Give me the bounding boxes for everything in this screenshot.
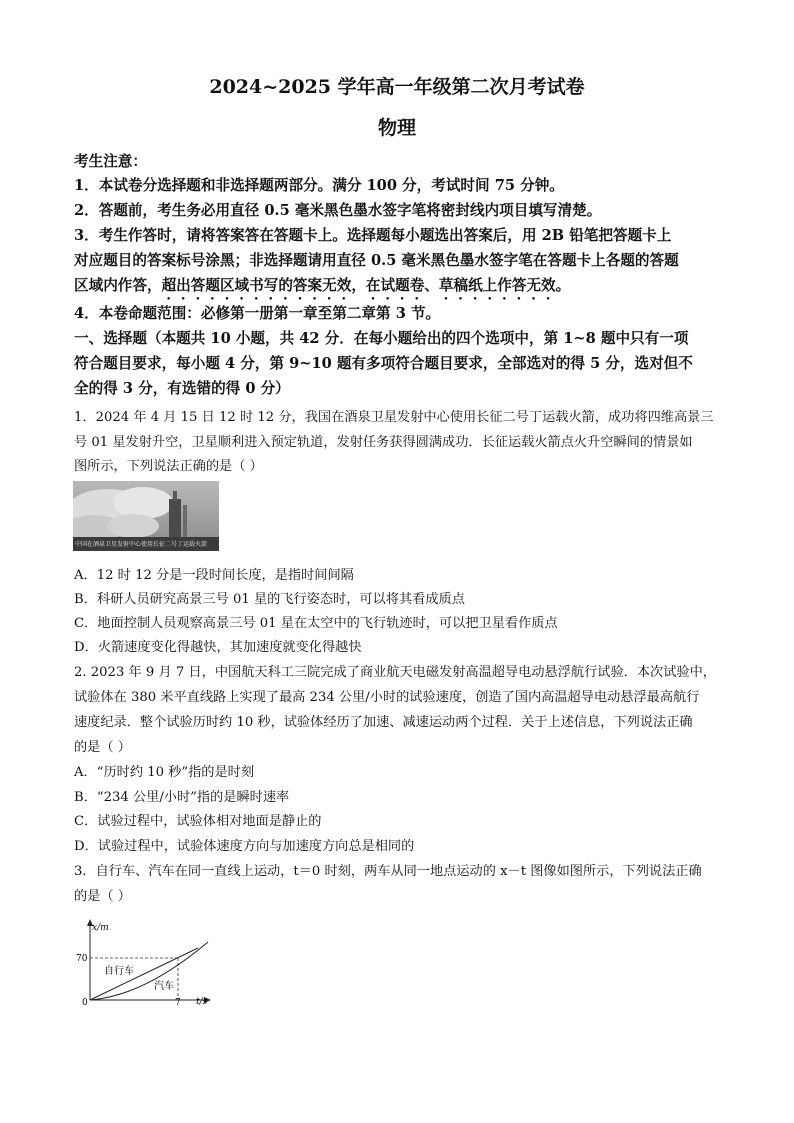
y-tick-label: 70 xyxy=(76,954,88,964)
q2-stem-line-4: 的是（ ） xyxy=(74,740,131,755)
q1-option-d: D．火箭速度变化得越快，其加速度就变化得越快 xyxy=(74,640,362,655)
bike-label: 自行车 xyxy=(104,966,134,977)
q2-stem-line-1: 2. 2023 年 9 月 7 日，中国航天科工三院完成了商业航天电磁发射高温超导电动悬浮航行试验．本次试验中， xyxy=(74,665,716,680)
notice-item-1: 1．本试卷分选择题和非选择题两部分。满分 100 分，考试时间 75 分钟。 xyxy=(74,177,564,194)
q1-stem-line-2: 号 01 星发射升空，卫星顺利进入预定轨道，发射任务获得圆满成功．长征运载火箭点火升空瞬间的情景如 xyxy=(74,435,693,450)
notice-heading: 考生注意： xyxy=(74,153,147,170)
section-heading-line-1: 一、选择题（本题共 10 小题，共 42 分．在每小题给出的四个选项中，第 1~8 题中只有一项 xyxy=(74,330,689,347)
q1-option-a: A．12 时 12 分是一段时间长度，是指时间间隔 xyxy=(74,568,354,583)
car-label: 汽车 xyxy=(154,981,174,992)
x-tick-label: 7 xyxy=(175,998,181,1006)
notice-text: 区域内作答， xyxy=(74,277,162,294)
q2-option-b: B．“234 公里/小时”指的是瞬时速率 xyxy=(74,790,290,805)
section-heading-line-2: 符合题目要求，每小题 4 分，第 9~10 题有多项符合题目要求，全部选对的得 5 分，选对但不 xyxy=(74,355,693,372)
notice-item-3-line-2: 对应题目的答案标号涂黑；非选择题请用直径 0.5 毫米黑色墨水签字笔在答题卡上各题的答题 xyxy=(74,252,679,269)
notice-item-3-line-3 xyxy=(74,274,734,303)
origin-label: 0 xyxy=(82,998,88,1006)
q2-option-c: C．试验过程中，试验体相对地面是静止的 xyxy=(74,814,322,829)
notice-item-4: 4．本卷命题范围：必修第一册第一章至第二章第 3 节。 xyxy=(74,305,441,322)
q1-stem-line-3: 图所示，下列说法正确的是（ ） xyxy=(74,459,263,474)
section-heading-line-3: 全的得 3 分，有选错的得 0 分） xyxy=(74,380,290,397)
emphasis-text: 超出答题区域书写的答案无效 xyxy=(161,277,352,294)
notice-item-2: 2．答题前，考生务必用直径 0.5 毫米黑色墨水签字笔将密封线内项目填写清楚。 xyxy=(74,202,602,219)
q2-option-a: A．“历时约 10 秒”指的是时刻 xyxy=(74,765,255,780)
emphasis-text: 在试题卷、草稿纸上作答无效 xyxy=(365,277,556,294)
q3-stem-line-1: 3．自行车、汽车在同一直线上运动，t＝0 时刻，两车从同一地点运动的 x－t 图像如图所示，下列说法正确 xyxy=(74,864,702,879)
x-t-graph xyxy=(74,918,214,1006)
photo-caption: 中国在酒泉卫星发射中心使用长征二号丁运载火箭 xyxy=(75,541,208,548)
q2-stem-line-2: 试验体在 380 米平直线路上实现了最高 234 公里/小时的试验速度，创造了国内高温超导电动悬浮最高航行 xyxy=(74,690,700,705)
q1-option-c: C．地面控制人员观察高景三号 01 星在太空中的飞行轨迹时，可以把卫星看作质点 xyxy=(74,616,558,631)
q1-option-b: B．科研人员研究高景三号 01 星的飞行姿态时，可以将其看成质点 xyxy=(74,592,465,607)
notice-text: 。 xyxy=(555,277,571,294)
rocket-launch-photo xyxy=(73,481,219,551)
exam-subject: 物理 xyxy=(377,117,416,139)
q2-option-d: D．试验过程中，试验体速度方向与加速度方向总是相同的 xyxy=(74,839,415,854)
notice-text: ， xyxy=(351,277,366,294)
exam-title: 2024~2025 学年高一年级第二次月考试卷 xyxy=(209,76,585,98)
q1-stem-line-1: 1．2024 年 4 月 15 日 12 时 12 分，我国在酒泉卫星发射中心使用长征二号丁运载火箭，成功将四维高景三 xyxy=(74,410,714,425)
q3-stem-line-2: 的是（ ） xyxy=(74,889,131,904)
notice-item-3-line-1: 3．考生作答时，请将答案答在答题卡上。选择题每小题选出答案后，用 2B 铅笔把答题卡上 xyxy=(74,227,672,244)
q2-stem-line-3: 速度纪录．整个试验历时约 10 秒，试验体经历了加速、减速运动两个过程．关于上述信息，下列说法正确 xyxy=(74,715,693,730)
y-axis-label: x/m xyxy=(92,923,109,933)
x-axis-label: t/s xyxy=(196,997,208,1006)
